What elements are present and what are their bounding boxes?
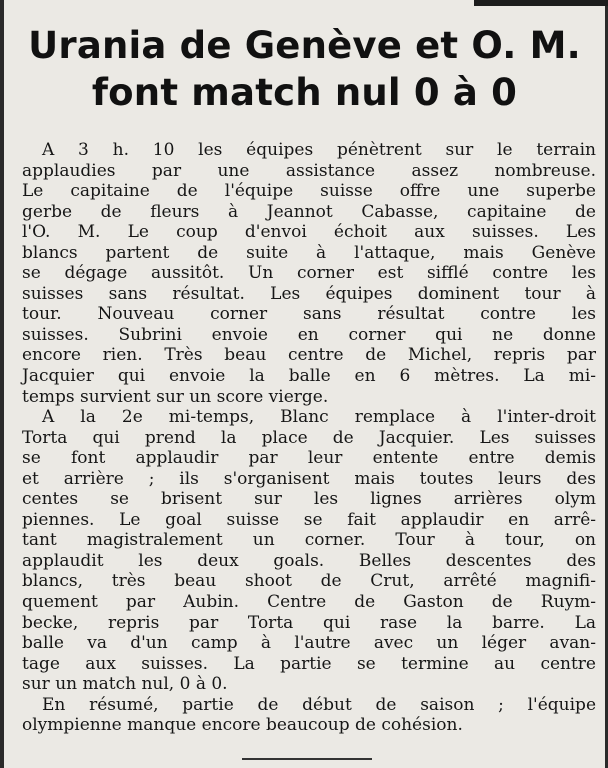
text-line: encore rien. Très beau centre de Michel, repris par: [22, 345, 596, 366]
text-line: tage aux suisses. La partie se termine au centre: [22, 653, 596, 674]
text-line: tant magistralement un corner. Tour à tour, on: [22, 530, 596, 551]
headline-line-2: font match nul 0 à 0: [91, 71, 518, 114]
text-line: l'O. M. Le coup d'envoi échoit aux suisses. Les: [22, 222, 596, 243]
text-line: blancs partent de suite à l'attaque, mais Genève: [22, 242, 596, 263]
text-line: applaudies par une assistance assez nombreuse.: [22, 160, 596, 181]
text-line: suisses. Subrini envoie en corner qui ne donne: [22, 324, 596, 345]
article-body: [22, 140, 596, 736]
article-headline: [12, 22, 597, 116]
text-line: En résumé, partie de début de saison ; l'équipe: [42, 694, 596, 715]
text-line: applaudit les deux goals. Belles descentes des: [22, 550, 596, 571]
text-line: se dégage aussitôt. Un corner est sifflé contre les: [22, 263, 596, 284]
text-line: se font applaudir par leur entente entre demis: [22, 448, 596, 469]
text-line: sur un match nul, 0 à 0.: [22, 674, 228, 695]
text-line: becke, repris par Torta qui rase la barre. La: [22, 612, 596, 633]
text-line: balle va d'un camp à l'autre avec un léger avan-: [22, 633, 596, 654]
text-line: A la 2e mi-temps, Blanc remplace à l'inter-droit: [42, 407, 596, 428]
text-line: et arrière ; ils s'organisent mais toutes leurs des: [22, 468, 596, 489]
text-line: blancs, très beau shoot de Crut, arrêté magnifi-: [22, 571, 596, 592]
text-line: suisses sans résultat. Les équipes dominent tour à: [22, 283, 596, 304]
text-line: Jacquier qui envoie la balle en 6 mètres. La mi-: [22, 366, 596, 387]
text-line: A 3 h. 10 les équipes pénètrent sur le terrain: [42, 140, 596, 160]
text-line: Torta qui prend la place de Jacquier. Les suisses: [22, 427, 596, 448]
text-line: Le capitaine de l'équipe suisse offre une superbe: [22, 181, 596, 202]
headline-line-1: Urania de Genève et O. M.: [28, 24, 581, 67]
text-line: piennes. Le goal suisse se fait applaudir en arrê-: [22, 509, 596, 530]
text-line: olympienne manque encore beaucoup de cohésion.: [22, 715, 463, 736]
paragraph-1: [22, 140, 596, 407]
text-line: gerbe de fleurs à Jeannot Cabasse, capitaine de: [22, 201, 596, 222]
paragraph-2: [22, 407, 596, 695]
text-line: quement par Aubin. Centre de Gaston de Ruym-: [22, 592, 596, 613]
text-line: centes se brisent sur les lignes arrières olym: [22, 489, 596, 510]
text-line: tour. Nouveau corner sans résultat contre les: [22, 304, 596, 325]
top-rule: [474, 0, 608, 6]
paragraph-3: [22, 695, 596, 736]
text-line: temps survient sur un score vierge.: [22, 386, 329, 407]
closing-rule: [242, 758, 372, 764]
